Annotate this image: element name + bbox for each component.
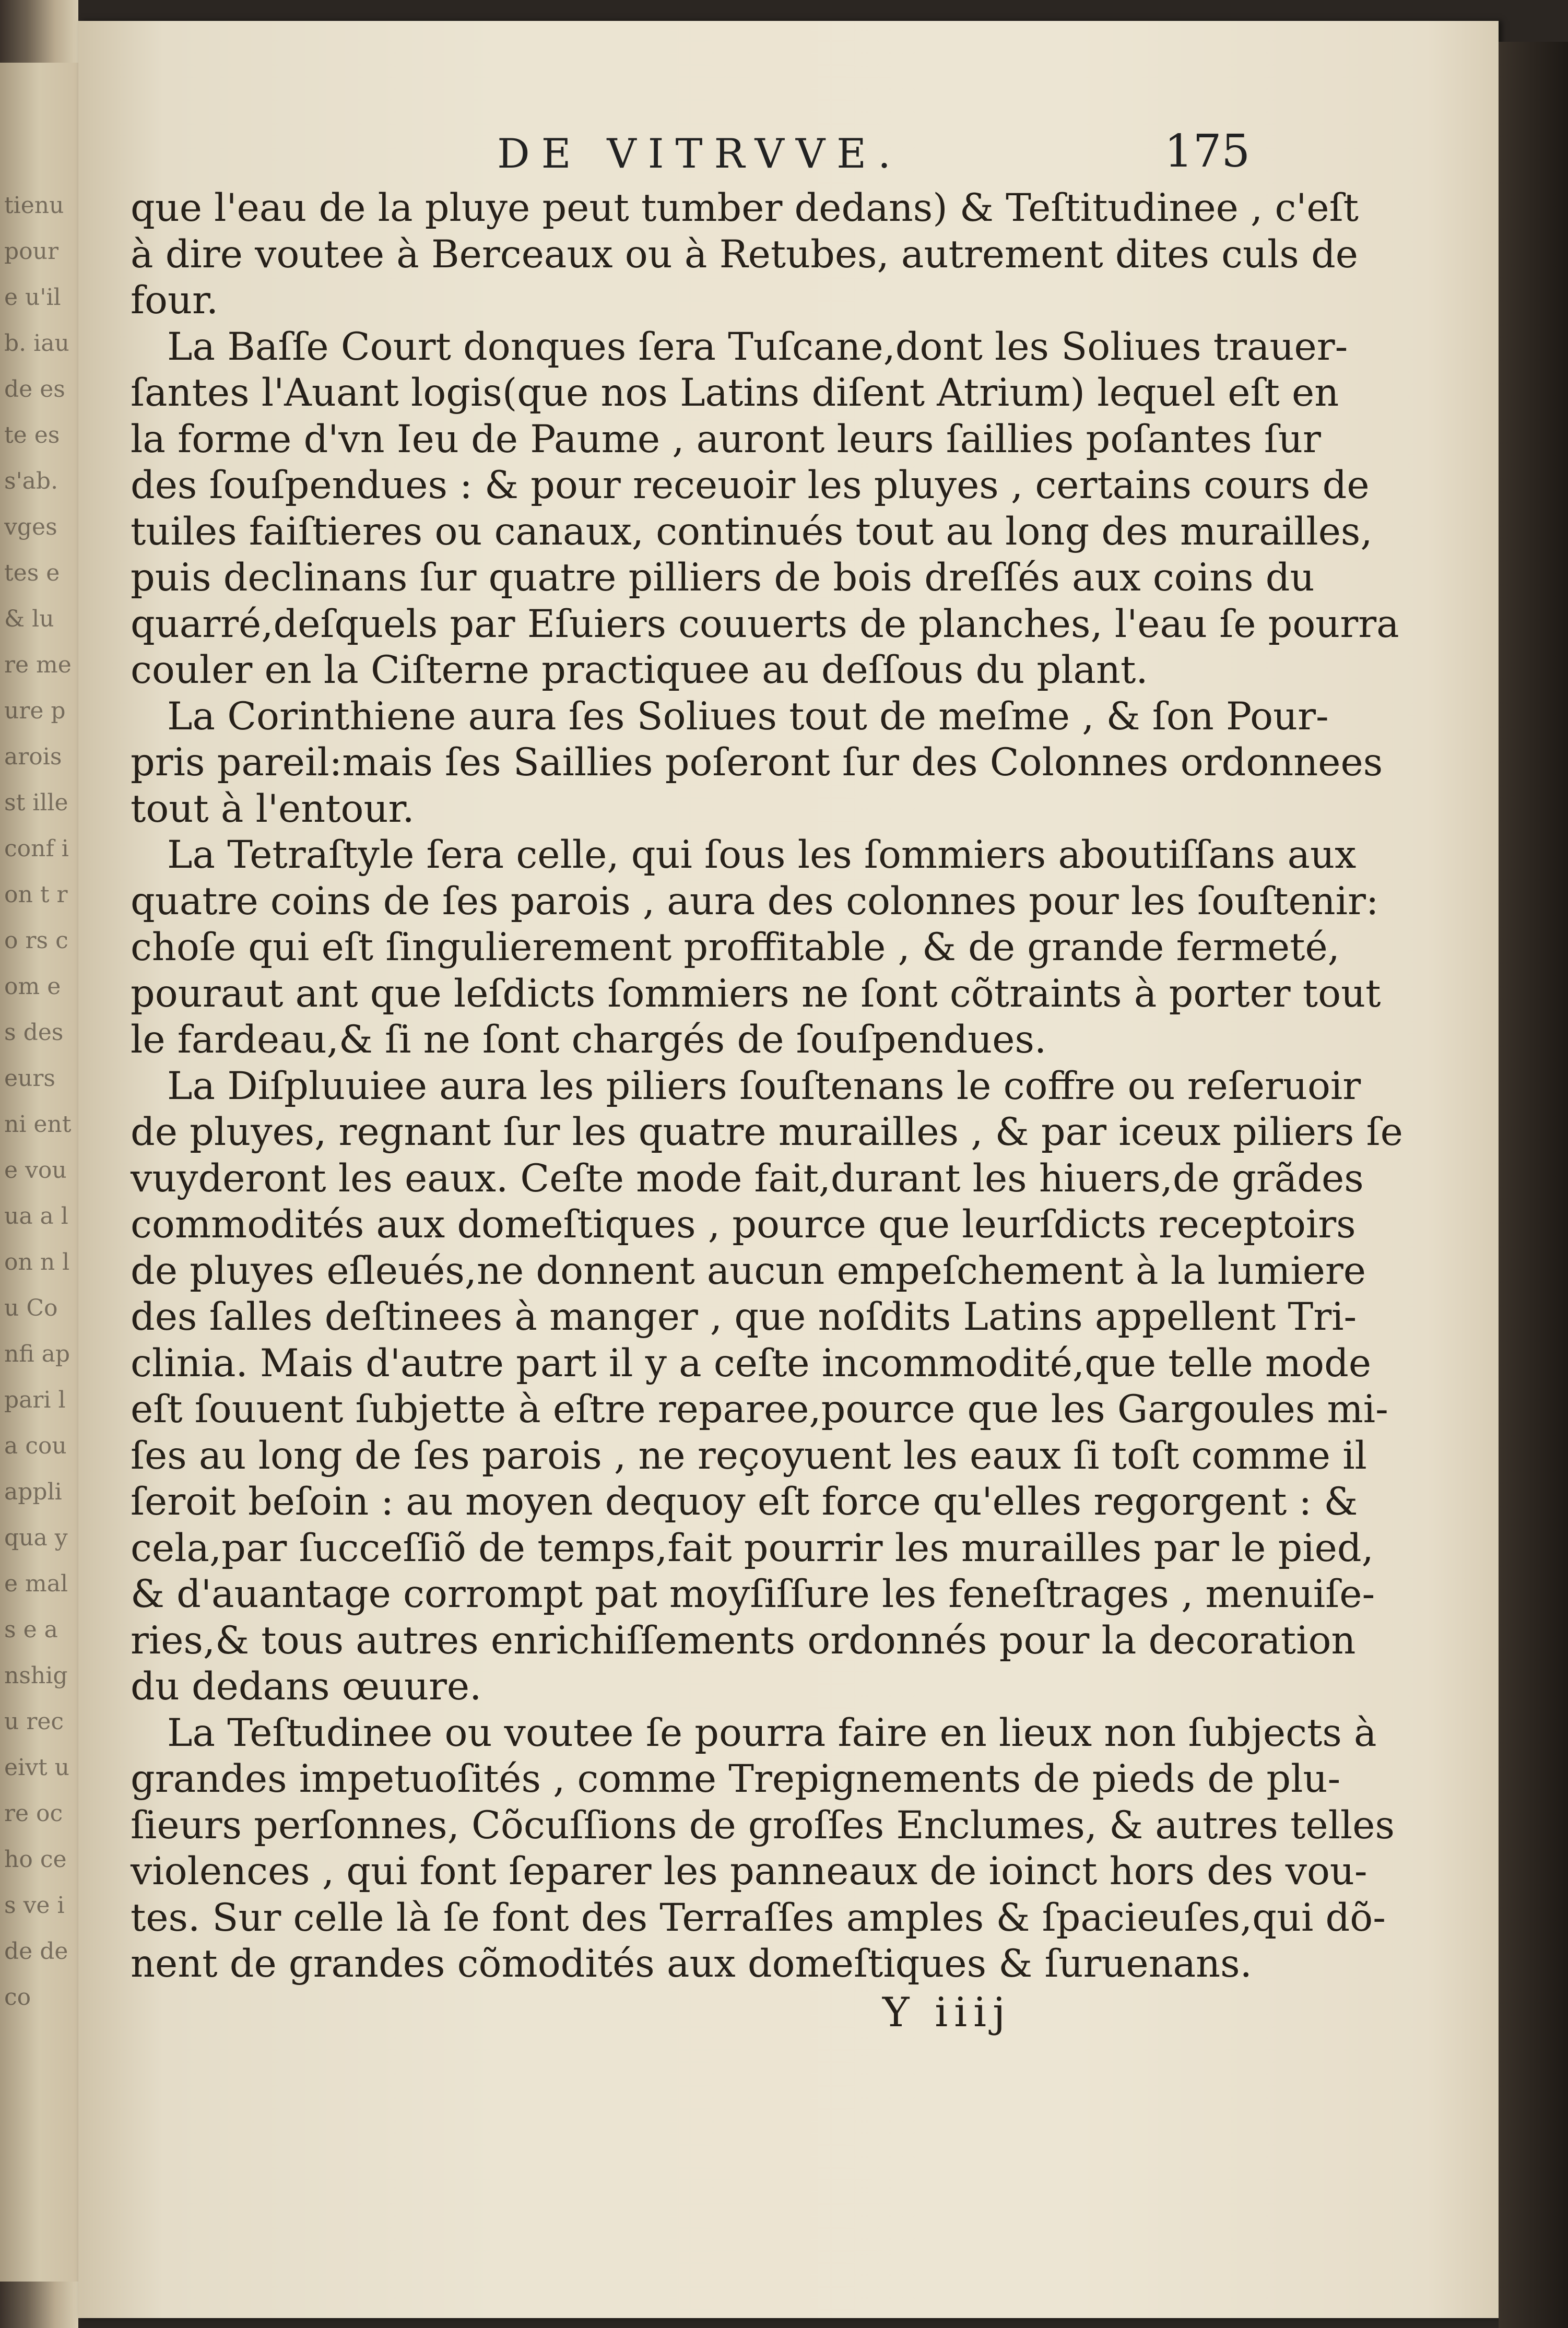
paragraph-first-line: La Corinthiene aura ſes Soliues tout de meſme , & ſon Pour- — [167, 694, 1329, 739]
body-text — [131, 185, 1403, 1988]
running-title: DE VITRVVE. — [497, 131, 902, 178]
text-line: pouraut ant que leſdicts ſommiers ne ſont cõtraints à porter tout — [131, 971, 1381, 1016]
page-edge-shadow — [1499, 42, 1568, 2328]
text-line: violences , qui font ſeparer les panneaux de ioinct hors des vou- — [131, 1849, 1367, 1894]
text-line: grandes impetuoſités , comme Trepignements de pieds de plu- — [131, 1757, 1341, 1801]
text-line: cela,par ſucceſſiõ de temps,fait pourrir les murailles par le pied, — [131, 1526, 1374, 1570]
paragraph-first-line: La Diſpluuiee aura les piliers ſouſtenans le coffre ou reſeruoir — [167, 1063, 1361, 1108]
text-line: clinia. Mais d'autre part il y a ceſte incommodité,que telle mode — [131, 1341, 1372, 1386]
text-line: des ſalles deſtinees à manger , que noſdits Latins appellent Tri- — [131, 1295, 1357, 1339]
text-line: & d'auantage corrompt pat moyſiſſure les feneſtrages , menuiſe- — [131, 1572, 1375, 1616]
text-line: à dire voutee à Berceaux ou à Retubes, autrement dites culs de — [131, 232, 1359, 277]
text-line: vuyderont les eaux. Ceſte mode fait,durant les hiuers,de grãdes — [131, 1156, 1364, 1201]
paragraph-first-line: La Baſſe Court donques ſera Tuſcane,dont les Soliues trauer- — [167, 324, 1348, 369]
text-line: ries,& tous autres enrichiſſements ordonnés pour la decoration — [131, 1618, 1356, 1663]
text-line: tuiles faiſtieres ou canaux, continués tout au long des murailles, — [131, 509, 1373, 554]
text-line: tes. Sur celle là ſe font des Terraſſes amples & ſpacieuſes,qui dõ- — [131, 1895, 1386, 1940]
text-line: tout à l'entour. — [131, 786, 415, 831]
paragraph-first-line: La Tetraſtyle ſera celle, qui ſous les ſommiers aboutiſſans aux — [167, 833, 1357, 877]
text-line: ſantes l'Auant logis(que nos Latins diſent Atrium) lequel eſt en — [131, 371, 1339, 415]
text-line: ſieurs perſonnes, Cõcuſſions de groſſes Enclumes, & autres telles — [131, 1803, 1395, 1848]
text-line: ſes au long de ſes parois , ne reçoyuent les eaux ſi toſt comme il — [131, 1433, 1367, 1478]
text-line: quatre coins de ſes parois , aura des colonnes pour les ſouſtenir: — [131, 879, 1379, 924]
text-line: du dedans œuure. — [131, 1664, 482, 1709]
text-line: couler en la Ciſterne practiquee au deſſous du plant. — [131, 648, 1148, 692]
text-line: eſt ſouuent ſubjette à eſtre reparee,pource que les Gargoules mi- — [131, 1387, 1388, 1432]
text-line: des ſouſpendues : & pour receuoir les pluyes , certains cours de — [131, 463, 1370, 507]
left-page-text-fragment: tienu poure u'il b. iau de este es s'ab. vges tes e & lu re me ure parois st ille conf ion t ro rs com es des eurs ni ente vouua a lon n lu Confi appari la cou appliqua ye mals e anshigu receivt ure ocho ces ve ide deco — [4, 192, 72, 2011]
text-line: quarré,deſquels par Eſuiers couuerts de planches, l'eau ſe pourra — [131, 601, 1399, 646]
text-line: commodités aux domeſtiques , pource que leurſdicts receptoirs — [131, 1202, 1356, 1247]
page-number: 175 — [1164, 125, 1251, 178]
text-line: de pluyes, regnant ſur les quatre murailles , & par iceux piliers ſe — [131, 1110, 1403, 1154]
text-line: le fardeau,& ſi ne ſont chargés de ſouſpendues. — [131, 1018, 1047, 1062]
text-line: choſe qui eſt ſingulierement proffitable , & de grande fermeté, — [131, 925, 1340, 970]
text-line: la forme d'vn Ieu de Paume , auront leurs ſaillies poſantes ſur — [131, 417, 1321, 462]
text-line: pris pareil:mais ſes Saillies poſeront ſur des Colonnes ordonnees — [131, 740, 1383, 785]
text-line: nent de grandes cõmodités aux domeſtiques & ſuruenans. — [131, 1942, 1252, 1986]
text-line: four. — [131, 278, 219, 323]
signature-mark: Y iiij — [882, 1989, 1012, 2036]
paragraph-first-line: La Teſtudinee ou voutee ſe pourra faire en lieux non ſubjects à — [167, 1710, 1377, 1755]
text-line: puis declinans ſur quatre pilliers de bois dreſſés aux coins du — [131, 556, 1315, 600]
text-line: ſeroit beſoin : au moyen dequoy eſt force qu'elles regorgent : & — [131, 1480, 1358, 1524]
left-page-fragment — [0, 63, 78, 2282]
text-line: de pluyes eſleués,ne donnent aucun empeſchement à la lumiere — [131, 1248, 1366, 1293]
text-line: que l'eau de la pluye peut tumber dedans) & Teſtitudinee , c'eſt — [131, 186, 1359, 230]
